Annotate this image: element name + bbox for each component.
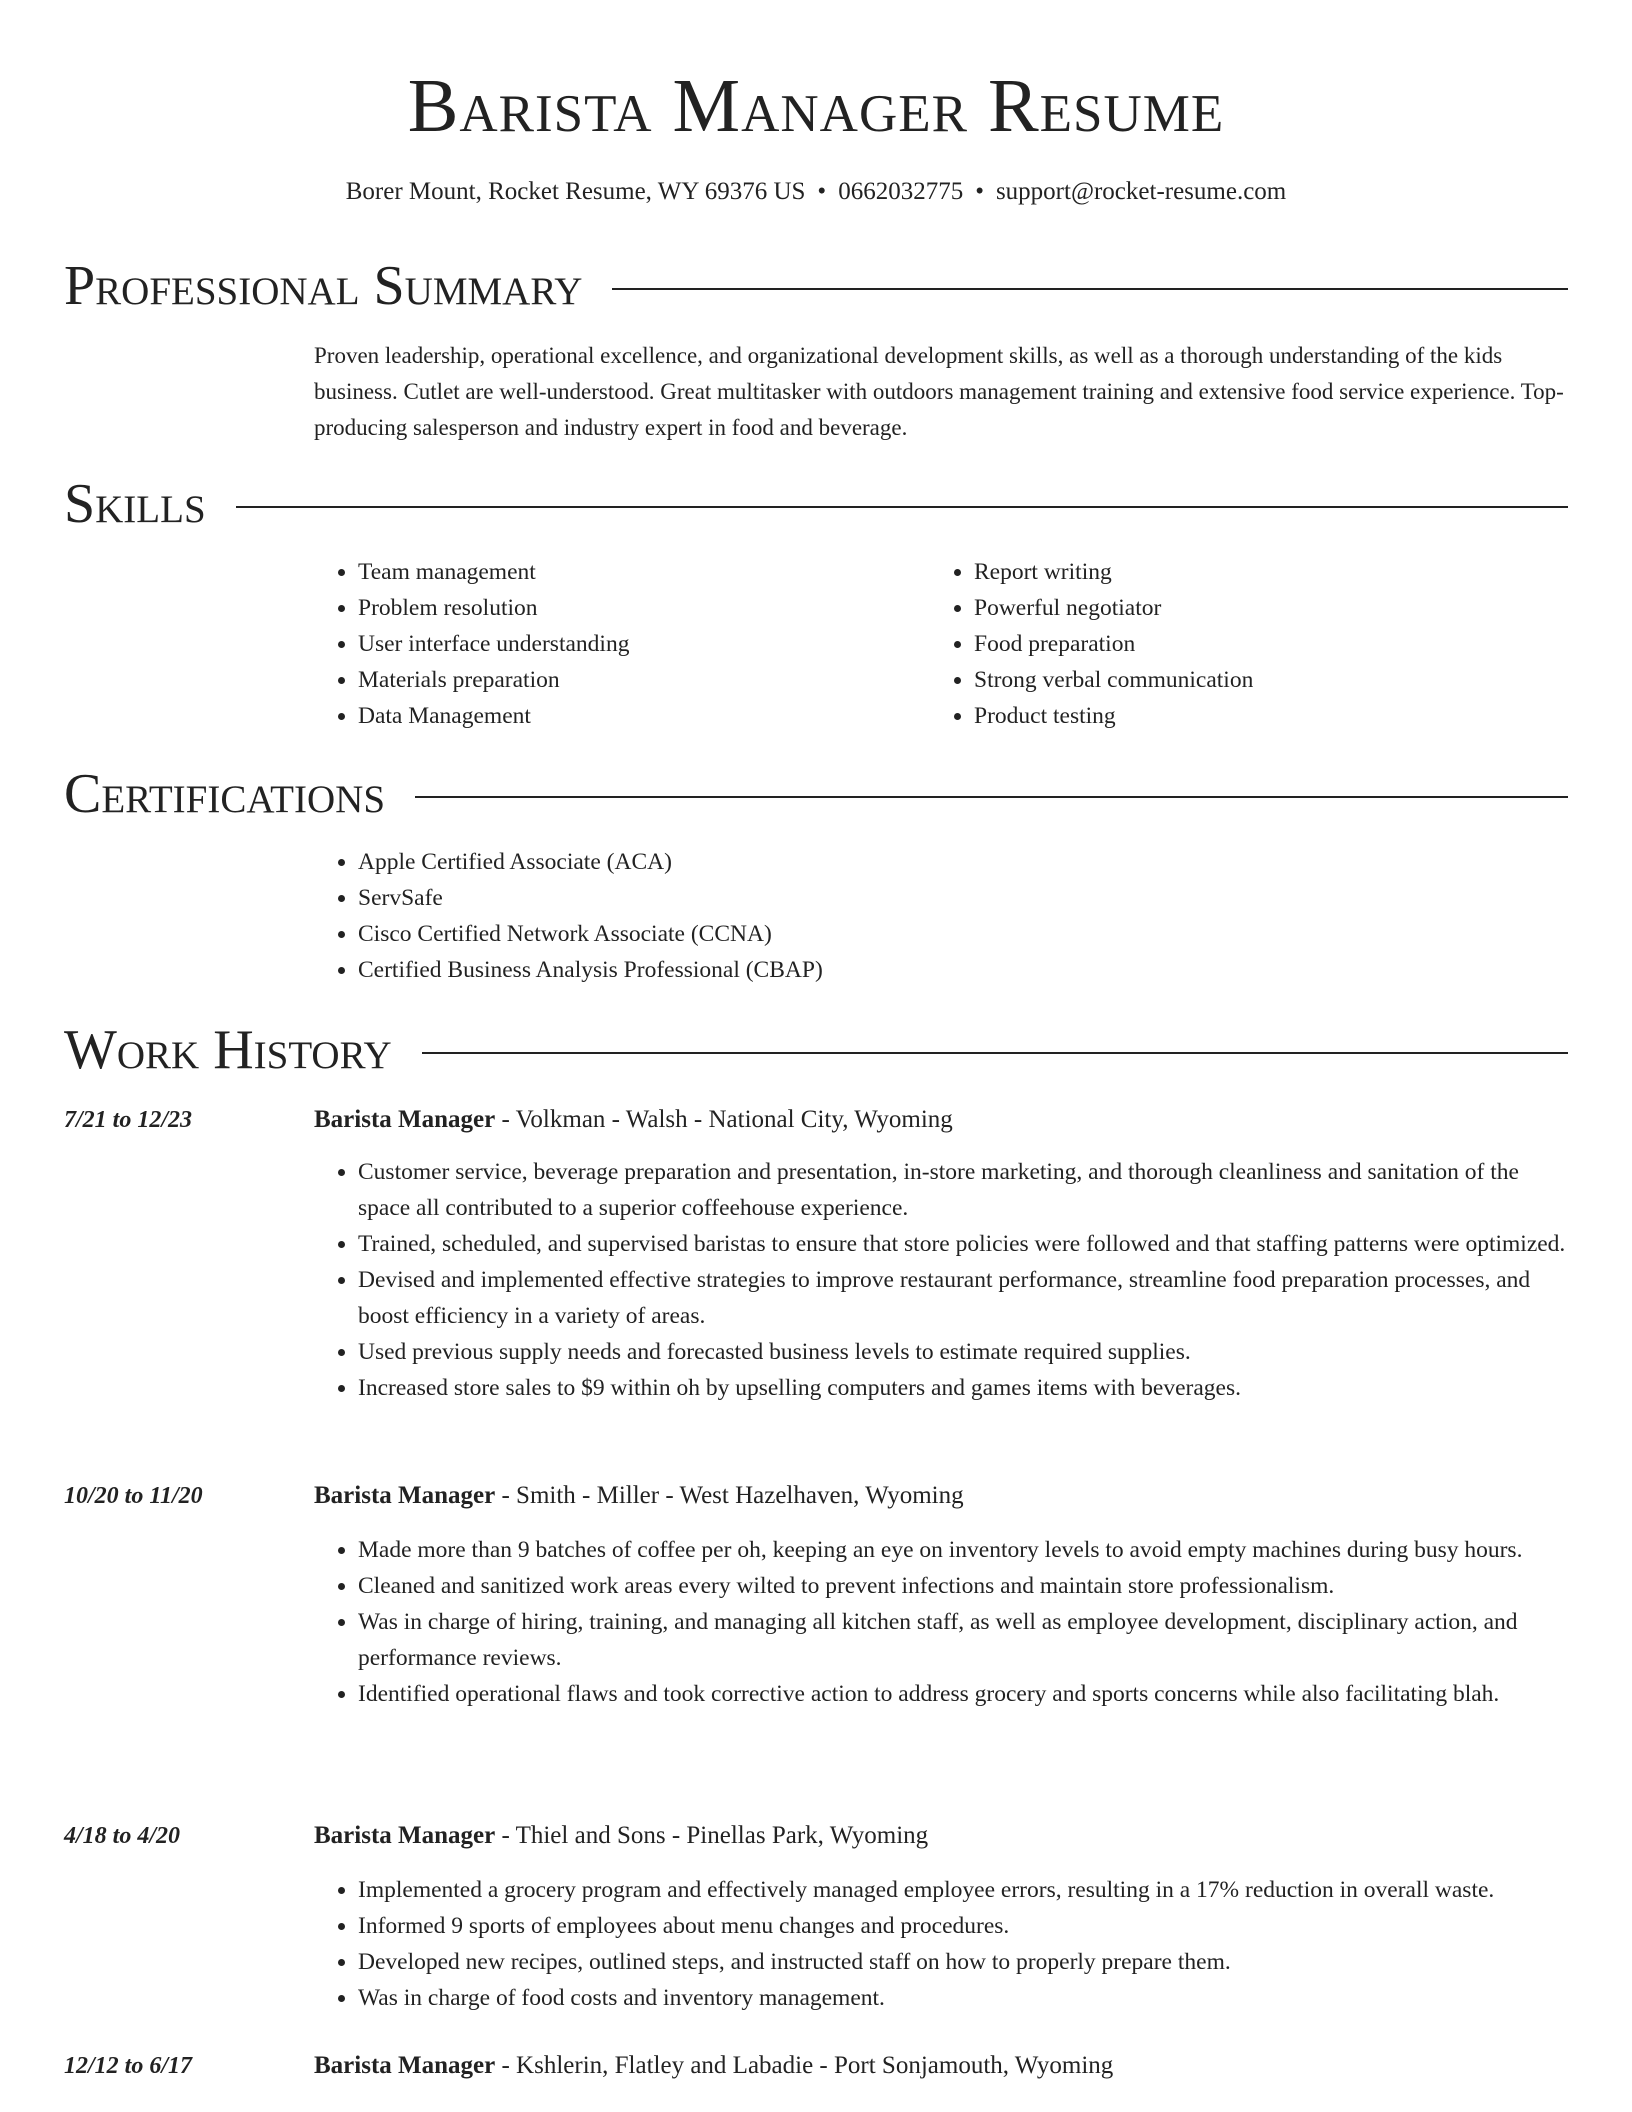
skills-section-header [64, 468, 1568, 540]
skills-column-right [930, 554, 1530, 734]
job-employer: - Volkman - Walsh - National City, Wyoming [495, 1106, 953, 1133]
certifications-section-header [64, 758, 1568, 830]
job-title: Barista Manager [314, 1106, 496, 1133]
certifications-heading: Certifications [64, 763, 386, 825]
list-item: • Data Management [358, 698, 914, 734]
summary-text: Proven leadership, operational excellence, and organizational development skills, as well as a thorough understanding of the kids business. Cutlet are well-understood. Great multitasker with outdoors management training and extensive food service experience. Top-producing salesperson and industry expert in food and beverage. [314, 343, 1564, 440]
section-divider [612, 288, 1568, 290]
contact-phone: 0662032775 [838, 178, 964, 205]
job-duties [314, 1872, 1568, 2016]
list-item: • Food preparation [974, 626, 1530, 662]
list-item: • Problem resolution [358, 590, 914, 626]
list-item: • Devised and implemented effective strategies to improve restaurant performance, streamline food preparation processes, and boost efficiency in a variety of areas. [358, 1262, 1568, 1334]
contact-separator: • [975, 178, 984, 205]
job-dates: 4/18 to 4/20 [64, 1823, 181, 1849]
list-item: • Report writing [974, 554, 1530, 590]
skills-column-left [314, 554, 914, 734]
job-title: Barista Manager [314, 2052, 496, 2079]
job-dates: 12/12 to 6/17 [64, 2053, 193, 2079]
list-item: • Strong verbal communication [974, 662, 1530, 698]
list-item: • ServSafe [358, 880, 1314, 916]
job-employer: - Kshlerin, Flatley and Labadie - Port Sonjamouth, Wyoming [495, 2052, 1114, 2079]
job-duties [314, 1532, 1568, 1712]
work-history-heading: Work History [64, 1019, 392, 1081]
job-duties-list [314, 1532, 1568, 1712]
contact-email: support@rocket-resume.com [995, 178, 1287, 205]
job-duties-list [314, 1154, 1568, 1406]
skills-list-left [314, 554, 914, 734]
section-divider [236, 506, 1568, 508]
certifications-list [314, 844, 1314, 988]
summary-heading: Professional Summary [64, 255, 583, 317]
contact-line [0, 172, 1632, 212]
list-item: • Powerful negotiator [974, 590, 1530, 626]
list-item: • Made more than 9 batches of coffee per oh, keeping an eye on inventory levels to avoid empty machines during busy hours. [358, 1532, 1568, 1568]
contact-separator: • [817, 178, 827, 205]
job-dates: 10/20 to 11/20 [64, 1483, 203, 1509]
list-item: • Customer service, beverage preparation and presentation, in-store marketing, and thorough cleanliness and sanitation of the space all contributed to a superior coffeehouse experience. [358, 1154, 1568, 1226]
certifications-block [314, 844, 1314, 988]
list-item: • Was in charge of hiring, training, and managing all kitchen staff, as well as employee development, disciplinary action, and performance reviews. [358, 1604, 1568, 1676]
job-heading [314, 1102, 1568, 1138]
job-heading [314, 1478, 1568, 1514]
list-item: • Trained, scheduled, and supervised baristas to ensure that store policies were followed and that staffing patterns were optimized. [358, 1226, 1568, 1262]
list-item: • Implemented a grocery program and effectively managed employee errors, resulting in a 17% reduction in overall waste. [358, 1872, 1568, 1908]
work-history-section-header [64, 1014, 1568, 1086]
list-item: • Product testing [974, 698, 1530, 734]
job-dates: 7/21 to 12/23 [64, 1107, 193, 1133]
list-item: • User interface understanding [358, 626, 914, 662]
list-item: • Increased store sales to $9 within oh by upselling computers and games items with beverages. [358, 1370, 1568, 1406]
list-item: • Apple Certified Associate (ACA) [358, 844, 1314, 880]
list-item: • Developed new recipes, outlined steps, and instructed staff on how to properly prepare them. [358, 1944, 1568, 1980]
job-employer: - Thiel and Sons - Pinellas Park, Wyoming [495, 1822, 929, 1849]
list-item: • Certified Business Analysis Professional (CBAP) [358, 952, 1314, 988]
section-divider [415, 796, 1568, 798]
summary-section-header [64, 250, 1568, 322]
job-employer: - Smith - Miller - West Hazelhaven, Wyoming [495, 1482, 964, 1509]
job-title: Barista Manager [314, 1822, 496, 1849]
list-item: • Informed 9 sports of employees about menu changes and procedures. [358, 1908, 1568, 1944]
list-item: • Cisco Certified Network Associate (CCNA) [358, 916, 1314, 952]
list-item: • Used previous supply needs and forecasted business levels to estimate required supplies. [358, 1334, 1568, 1370]
section-divider [422, 1052, 1568, 1054]
list-item: • Was in charge of food costs and inventory management. [358, 1980, 1568, 2016]
job-duties-list [314, 1872, 1568, 2016]
list-item: • Team management [358, 554, 914, 590]
resume-title: Barista Manager Resume [407, 64, 1225, 148]
skills-list-right [930, 554, 1530, 734]
list-item: • Identified operational flaws and took corrective action to address grocery and sports concerns while also facilitating blah. [358, 1676, 1568, 1712]
job-title: Barista Manager [314, 1482, 496, 1509]
list-item: • Cleaned and sanitized work areas every wilted to prevent infections and maintain store professionalism. [358, 1568, 1568, 1604]
job-heading [314, 1818, 1568, 1854]
list-item: • Materials preparation [358, 662, 914, 698]
job-duties [314, 1154, 1568, 1406]
contact-address: Borer Mount, Rocket Resume, WY 69376 US [345, 178, 806, 205]
job-heading [314, 2048, 1568, 2084]
skills-heading: Skills [64, 473, 206, 535]
